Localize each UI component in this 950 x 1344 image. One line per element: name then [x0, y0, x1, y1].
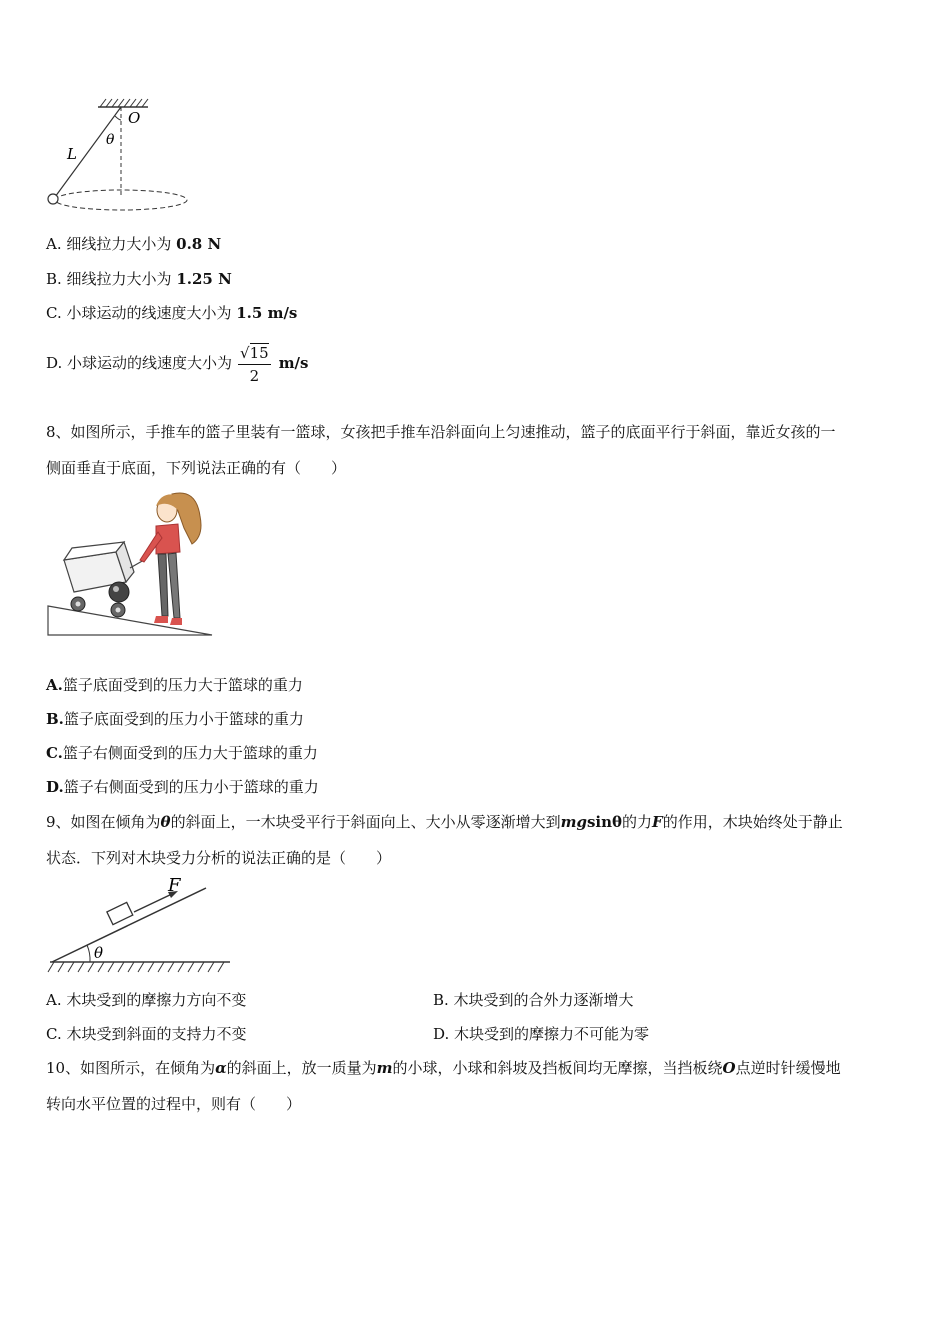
girl [140, 493, 201, 625]
q7-option-c: C. 小球运动的线速度大小为 1.5 m/s [46, 304, 298, 322]
q8-stem-line1: 8、如图所示，手推车的篮子里装有一篮球，女孩把手推车沿斜面向上匀速推动，篮子的底面平行于斜面，靠近女孩的一 [46, 423, 836, 441]
q8-option-d: D.篮子右侧面受到的压力小于篮球的重力 [46, 778, 319, 796]
q9-option-b: B. 木块受到的合外力逐渐增大 [433, 991, 634, 1009]
label-F: F [168, 876, 181, 896]
q10-stem-line1: 10、如图所示，在倾角为α的斜面上，放一质量为m的小球，小球和斜坡及挡板间均无摩擦，当挡板绕O点逆时针缓慢地 [46, 1059, 841, 1077]
q7-option-b: B. 细线拉力大小为 1.25 N [46, 270, 232, 288]
q7-option-a: A. 细线拉力大小为 0.8 N [46, 235, 222, 253]
wooden-block [107, 902, 133, 924]
label-O: O [128, 109, 141, 127]
pendulum-ball [48, 194, 58, 204]
q9-option-a: A. 木块受到的摩擦力方向不变 [46, 991, 247, 1009]
label-theta: θ [106, 132, 115, 148]
fraction: $\frac{√15}{2}$ [240, 343, 269, 385]
label-L: L [67, 145, 77, 163]
label-theta: θ [94, 944, 104, 962]
q8-option-b: B.篮子底面受到的压力小于篮球的重力 [46, 710, 304, 728]
block-on-incline-figure [44, 876, 234, 980]
girl-pushing-cart-figure [44, 488, 216, 640]
q9-stem-line2: 状态．下列对木块受力分析的说法正确的是（ ） [46, 849, 392, 867]
conical-pendulum-figure [40, 95, 200, 220]
q9-option-d: D. 木块受到的摩擦力不可能为零 [433, 1025, 650, 1043]
basketball [109, 582, 129, 602]
q7-option-d: D. 小球运动的线速度大小为 $\frac{√15}{2}$ m/s [46, 343, 309, 385]
q8-option-a: A.篮子底面受到的压力大于篮球的重力 [46, 676, 303, 694]
q8-option-c: C.篮子右侧面受到的压力大于篮球的重力 [46, 744, 318, 762]
cart [64, 542, 144, 592]
q9-option-c: C. 木块受到斜面的支持力不变 [46, 1025, 247, 1043]
q8-stem-line2: 侧面垂直于底面，下列说法正确的有（ ） [46, 459, 347, 477]
q9-stem-line1: 9、如图在倾角为θ的斜面上，一木块受平行于斜面向上、大小从零逐渐增大到mgsinθ的力F的作用，木块始终处于静止 [46, 813, 843, 831]
q10-stem-line2: 转向水平位置的过程中，则有（ ） [46, 1095, 302, 1113]
